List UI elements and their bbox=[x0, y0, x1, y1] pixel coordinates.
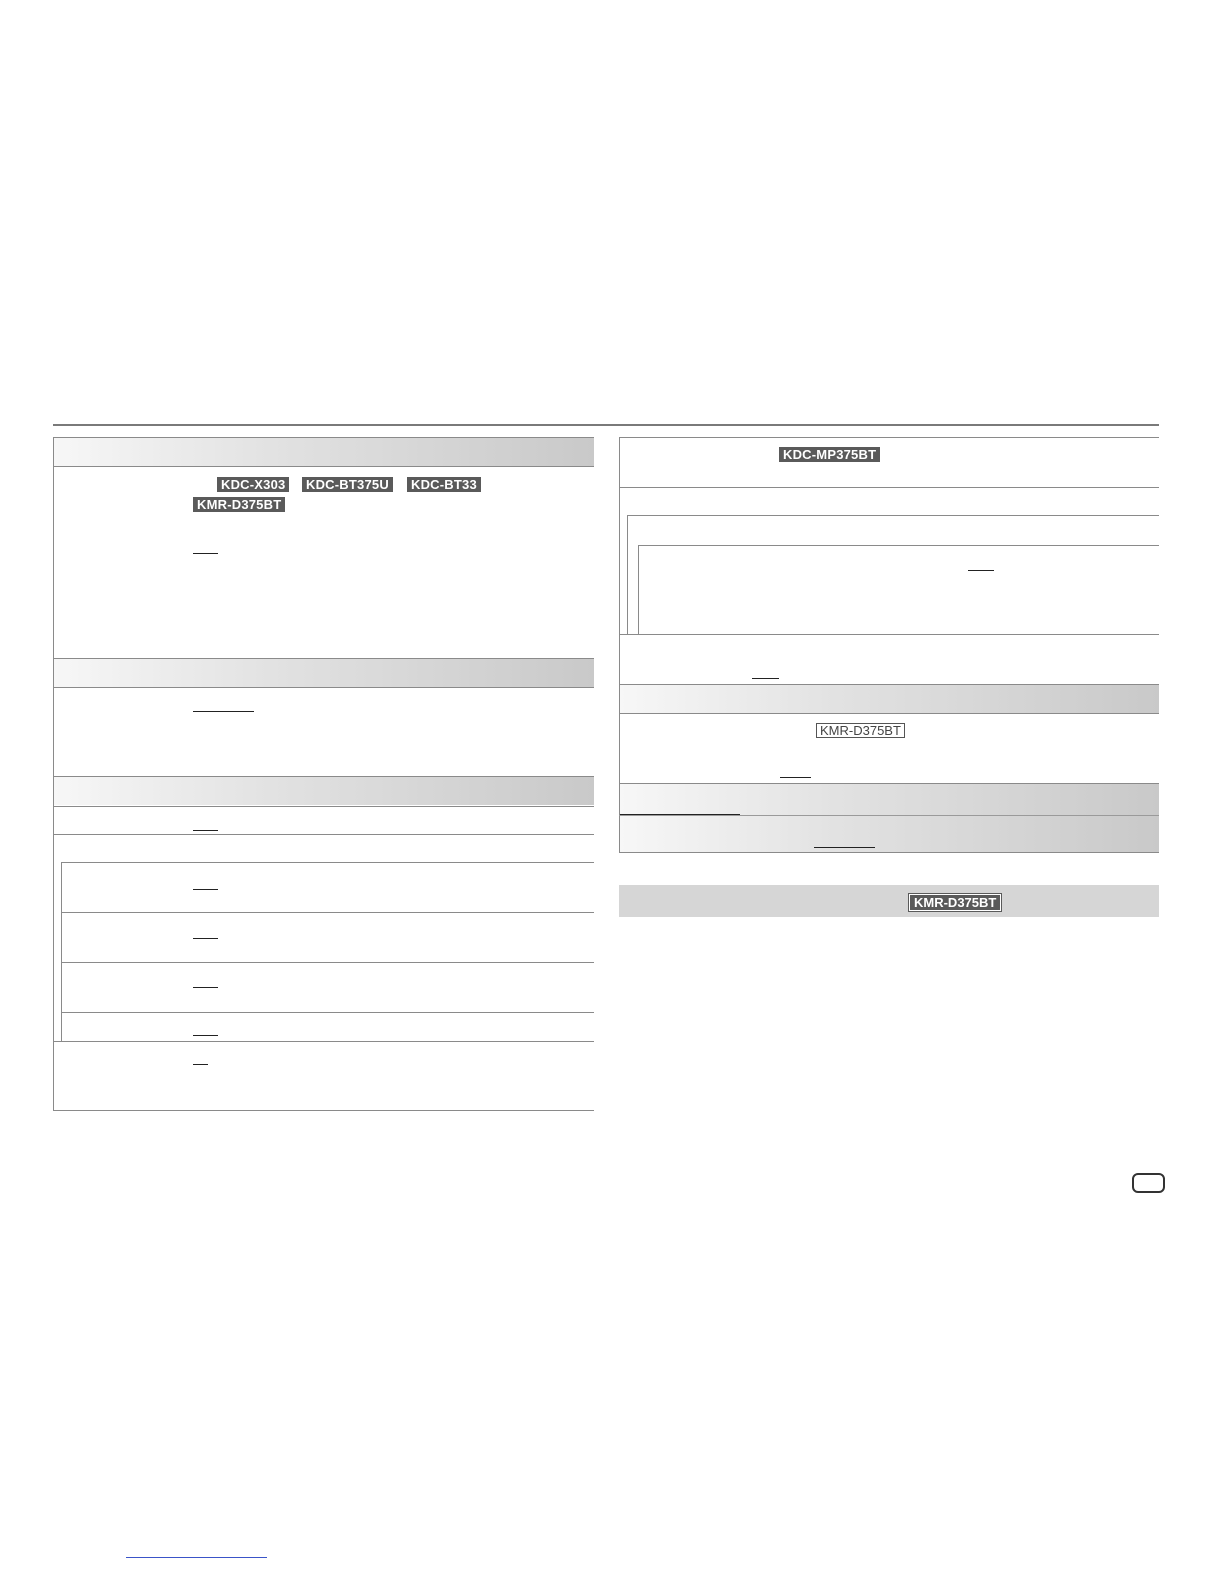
default-value-underline bbox=[193, 889, 218, 890]
section-shaded-block bbox=[620, 784, 1159, 852]
nested-border bbox=[61, 862, 62, 1042]
divider bbox=[61, 912, 594, 913]
section-header-4 bbox=[620, 685, 1159, 713]
nested-top bbox=[627, 515, 1159, 516]
model-badge-kmr-d375bt-dark: KMR-D375BT bbox=[909, 894, 1001, 911]
nested-top bbox=[61, 862, 594, 863]
divider bbox=[53, 687, 594, 688]
right-table-top bbox=[619, 437, 1159, 438]
default-value-underline bbox=[193, 553, 218, 554]
divider bbox=[61, 962, 594, 963]
divider bbox=[53, 806, 594, 807]
nested-inner-top bbox=[638, 545, 1159, 546]
divider bbox=[53, 466, 594, 467]
divider bbox=[53, 834, 594, 835]
default-value-underline bbox=[968, 570, 994, 571]
model-badge-kmr-d375bt: KMR-D375BT bbox=[193, 497, 285, 512]
language-tab bbox=[1132, 1173, 1165, 1193]
left-table-border bbox=[53, 437, 54, 1111]
divider bbox=[619, 713, 1159, 714]
default-value-underline bbox=[193, 1064, 208, 1065]
default-value-underline bbox=[193, 711, 254, 712]
right-table-bottom bbox=[619, 852, 1159, 853]
section-header-2 bbox=[54, 659, 594, 687]
default-value-underline bbox=[193, 830, 218, 831]
model-badge-kmr-d375bt-outline: KMR-D375BT bbox=[816, 723, 905, 738]
divider bbox=[619, 634, 1159, 635]
section-header-1 bbox=[54, 438, 594, 466]
nested-border bbox=[627, 515, 628, 635]
default-value-underline bbox=[193, 987, 218, 988]
divider bbox=[53, 1041, 594, 1042]
model-badge-kdc-bt33: KDC-BT33 bbox=[407, 477, 481, 492]
section-header-5 bbox=[619, 885, 1159, 917]
default-value-underline bbox=[193, 1035, 218, 1036]
footer-link-underline bbox=[126, 1557, 267, 1558]
divider bbox=[61, 1012, 594, 1013]
default-value-underline bbox=[780, 777, 811, 778]
default-value-underline bbox=[752, 678, 779, 679]
default-value-underline bbox=[620, 814, 740, 815]
divider bbox=[619, 815, 1159, 816]
model-badge-kdc-mp375bt: KDC-MP375BT bbox=[779, 447, 880, 462]
model-badge-kdc-x303: KDC-X303 bbox=[217, 477, 289, 492]
model-badge-kdc-bt375u: KDC-BT375U bbox=[302, 477, 393, 492]
left-table-bottom bbox=[53, 1110, 594, 1111]
nested-inner-border bbox=[638, 545, 639, 635]
section-header-3 bbox=[54, 777, 594, 805]
default-value-underline bbox=[814, 847, 875, 848]
default-value-underline bbox=[193, 938, 218, 939]
divider bbox=[619, 487, 1159, 488]
top-rule bbox=[53, 424, 1159, 426]
